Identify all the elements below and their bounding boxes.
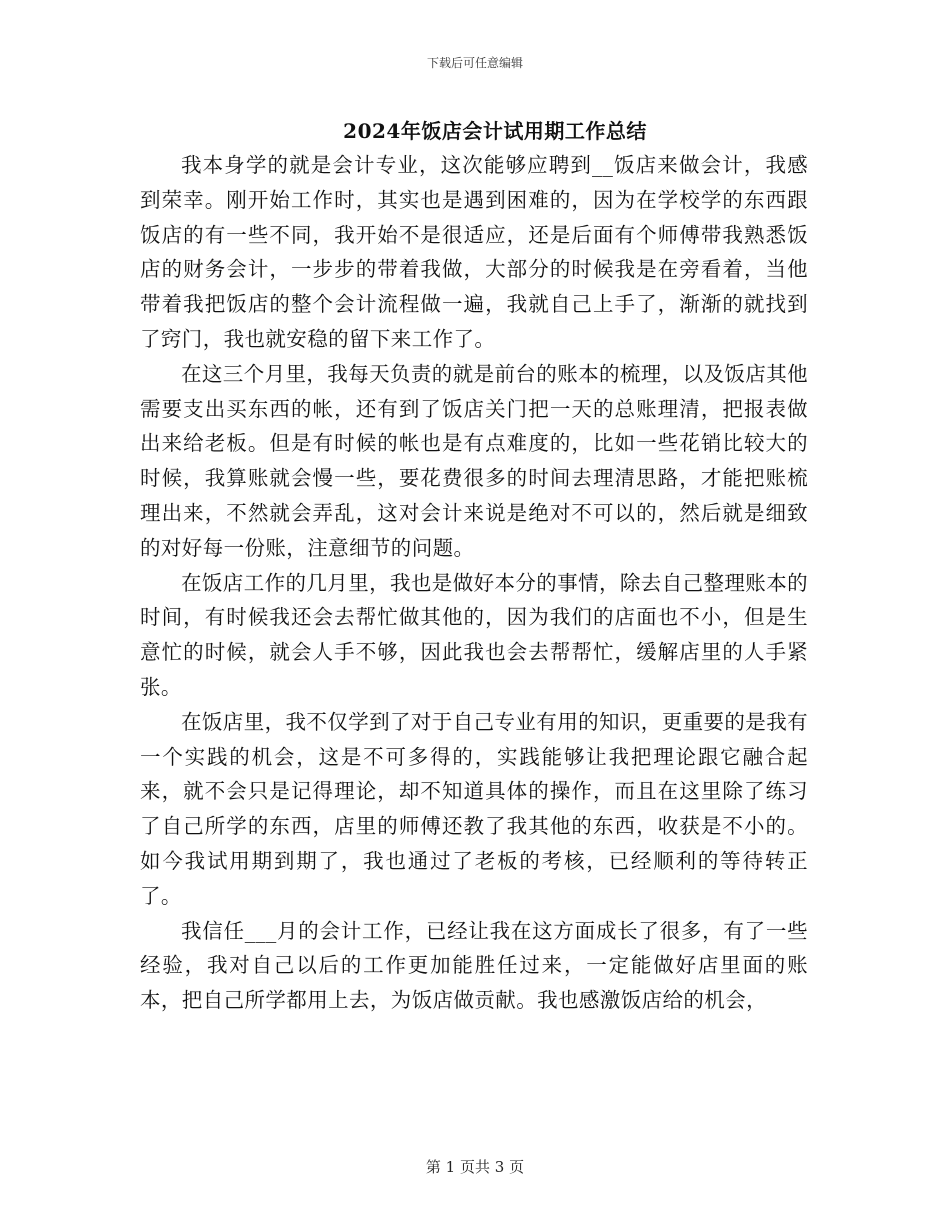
document-body <box>140 148 808 1018</box>
page-number: 第 1 页共 3 页 <box>425 1158 525 1176</box>
paragraph-4: 在饭店里，我不仅学到了对于自己专业有用的知识，更重要的是我有一个实践的机会，这是不可多得的，实践能够让我把理论跟它融合起来，就不会只是记得理论，却不知道具体的操作，而且在这里除了练习了自己所学的东西，店里的师傅还教了我其他的东西，收获是不小的。如今我试用期到期了，我也通过了老板的考核，已经顺利的等待转正了。 <box>140 709 808 908</box>
paragraph-1: 我本身学的就是会计专业，这次能够应聘到__饭店来做会计，我感到荣幸。刚开始工作时，其实也是遇到困难的，因为在学校学的东西跟饭店的有一些不同，我开始不是很适应，还是后面有个师傅带我熟悉饭店的财务会计，一步步的带着我做，大部分的时候我是在旁看着，当他带着我把饭店的整个会计流程做一遍，我就自己上手了，渐渐的就找到了窍门，我也就安稳的留下来工作了。 <box>140 153 808 351</box>
paragraph-5: 我信任___月的会计工作，已经让我在这方面成长了很多，有了一些经验，我对自己以后的工作更加能胜任过来，一定能做好店里面的账本，把自己所学都用上去，为饭店做贡献。我也感激饭店给的机会， <box>140 918 808 1013</box>
document-title: 2024年饭店会计试用期工作总结 <box>343 119 647 143</box>
header-note: 下载后可任意编辑 <box>426 56 523 70</box>
paragraph-2: 在这三个月里，我每天负责的就是前台的账本的梳理，以及饭店其他需要支出买东西的帐，还有到了饭店关门把一天的总账理清，把报表做出来给老板。但是有时候的帐也是有点难度的，比如一些花销比较大的时候，我算账就会慢一些，要花费很多的时间去理清思路，才能把账梳理出来，不然就会弄乱，这对会计来说是绝对不可以的，然后就是细致的对好每一份账，注意细节的问题。 <box>140 361 808 560</box>
paragraph-3: 在饭店工作的几月里，我也是做好本分的事情，除去自己整理账本的时间，有时候我还会去帮忙做其他的，因为我们的店面也不小，但是生意忙的时候，就会人手不够，因此我也会去帮帮忙，缓解店里的人手紧张。 <box>140 570 808 699</box>
